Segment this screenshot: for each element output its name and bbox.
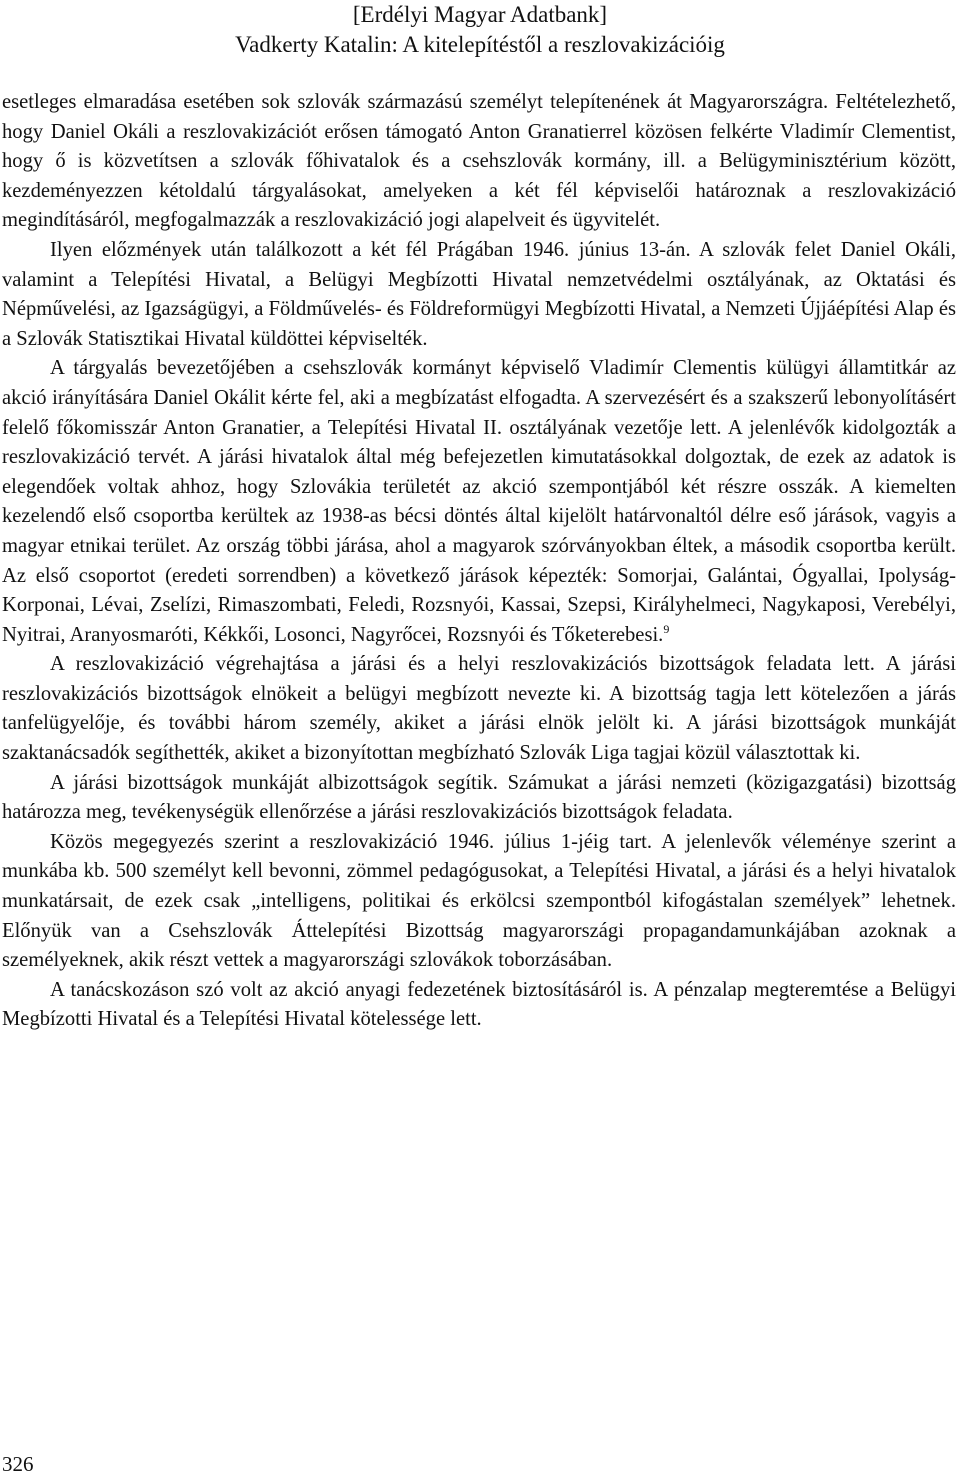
header-title: Vadkerty Katalin: A kitelepítéstől a reszlovakizációig	[235, 32, 725, 57]
paragraph	[2, 354, 956, 650]
paragraph: Ilyen előzmények után találkozott a két fél Prágában 1946. június 13-án. A szlovák felet Daniel Okáli, valamint a Telepítési Hivatal, a Belügyi Megbízotti Hivatal nemzetvédelmi osztályának, az Oktatási és Népművelési, az Igazságügyi, a Földművelés- és Földreformügyi Megbízotti Hivatal, a Nemzeti Újjáépítési Alap és a Szlovák Statisztikai Hivatal küldöttei képviselték.	[2, 238, 956, 350]
header-source: [Erdélyi Magyar Adatbank]	[352, 2, 608, 27]
footnote-reference[interactable]: 9	[663, 621, 670, 636]
page-header	[0, 0, 960, 60]
paragraph: esetleges elmaradása esetében sok szlovák származású személyt telepítenének át Magyarországra. Feltételezhető, hogy Daniel Okáli a reszlovakizációt erősen támogató Anton Granatierrel közösen felkérte Vladimír Clementist, hogy ő is közvetítsen a szlovák főhivatalok és a csehszlovák kormány, ill. a Belügyminisztérium között, kezdeményezzen kétoldalú tárgyalásokat, amelyeken a két fél képviselői határoznak a reszlovakizáció megindításáról, megfogalmazzák a reszlovakizáció jogi alapelveit és ügyvitelét.	[2, 91, 956, 232]
paragraph-text: A tárgyalás bevezetőjében a csehszlovák kormányt képviselő Vladimír Clementis külügyi államtitkár az akció irányítására Daniel Okálit kérte fel, aki a megbízatást elfogadta. A szervezésért és a szakszerű lebonyolításért felelő főkomisszár Anton Granatier, a Telepítési Hivatal II. osztályának vezetője lett. A jelenlévők kidolgozták a reszlovakizáció tervét. A járási hivatalok által még befejezetlen kimutatásokkal dolgoztak, de ezek az adatok is elegendőek voltak ahhoz, hogy Szlovákia területét az akció szempontjából két részre osszák. A kiemelten kezelendő első csoportba kerültek az 1938-as bécsi döntés által kijelölt határvonaltól délre eső járások, vagyis a magyar etnikai terület. Az ország többi járása, ahol a magyarok szórványokban éltek, a második csoportba került. Az első csoportot (eredeti sorrendben) a következő járások képezték: Somorjai, Galántai, Ógyallai, Ipolyság-Korponai, Lévai, Zselízi, Rimaszombati, Feledi, Rozsnyói, Kassai, Szepsi, Királyhelmeci, Nagykaposi, Verebélyi, Nyitrai, Aranyosmaróti, Kékkői, Losonci, Nagyrőcei, Rozsnyói és Tőketerebesi.	[2, 357, 956, 646]
paragraph: A reszlovakizáció végrehajtása a járási és a helyi reszlovakizációs bizottságok feladata lett. A járási reszlovakizációs bizottságok elnökeit a belügyi megbízott nevezte ki. A bizottság tagja lett kötelezően a járás tanfelügyelője, és további három személy, akiket a járási elnök jelölt ki. A járási bizottságok munkáját szaktanácsadók segíthették, akiket a bizonyítottan megbízható Szlovák Liga tagjai közül választottak ki.	[2, 653, 956, 765]
paragraph: Közös megegyezés szerint a reszlovakizáció 1946. július 1-jéig tart. A jelenlevők véleménye szerint a munkába kb. 500 személyt kell bevonni, zömmel pedagógusokat, a Telepítési Hivatal, a járási és a helyi hivatalok munkatársait, de ezek csak „intelligens, politikai és erkölcsi szempontból kifogástalan személyek” lehetnek. Előnyük van a Csehszlovák Áttelepítési Bizottság magyarországi propagandamunkájában azoknak a személyeknek, akik részt vettek a magyarországi szlovákok toborzásában.	[2, 830, 956, 972]
body-text	[2, 88, 956, 1035]
paragraph: A járási bizottságok munkáját albizottságok segítik. Számukat a járási nemzeti (közigazgatási) bizottság határozza meg, tevékenységük ellenőrzése a járási reszlovakizációs bizottságok feladata.	[2, 771, 956, 824]
paragraph: A tanácskozáson szó volt az akció anyagi fedezetének biztosításáról is. A pénzalap megteremtése a Belügyi Megbízotti Hivatal és a Telepítési Hivatal kötelessége lett.	[2, 978, 956, 1031]
page-number: 326	[2, 1452, 34, 1476]
